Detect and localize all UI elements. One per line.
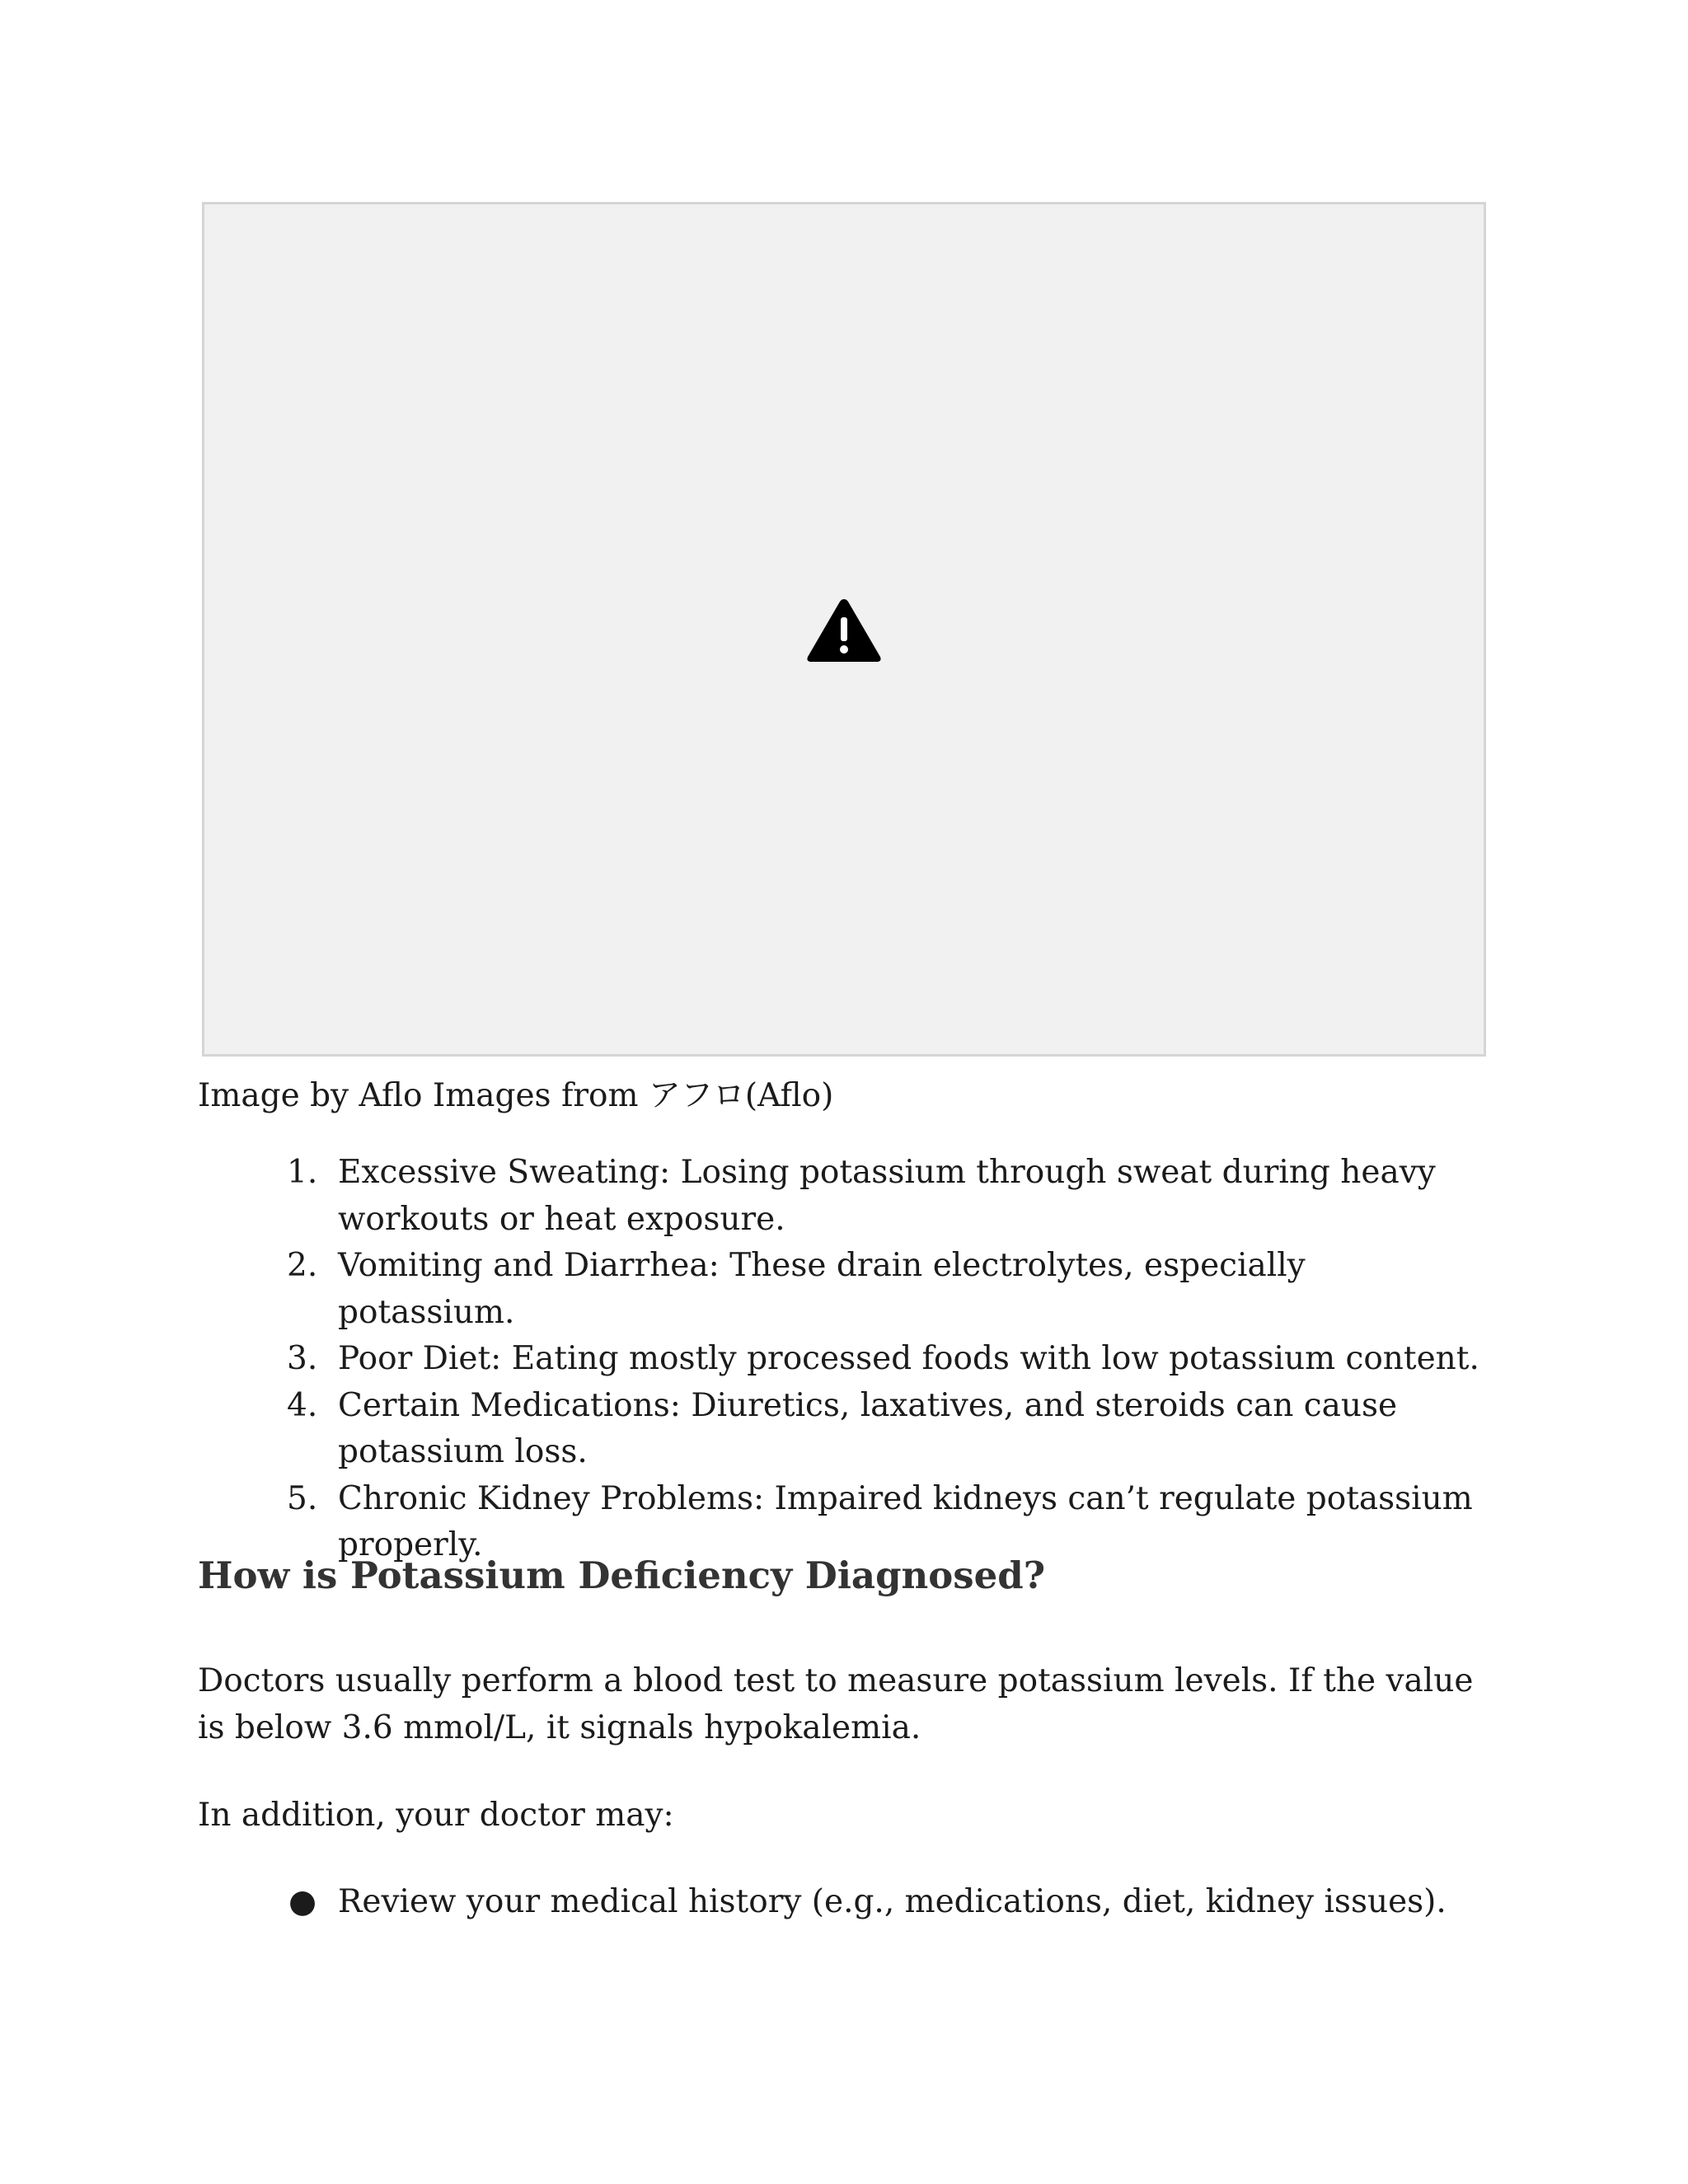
list-number: 5. xyxy=(287,1479,318,1517)
causes-list xyxy=(198,1150,1492,1569)
list-number: 4. xyxy=(287,1386,318,1424)
list-item xyxy=(198,1879,1492,1926)
list-item-text: Excessive Sweating: Losing potassium through sweat during heavy workouts or heat exposure. xyxy=(338,1154,1436,1238)
bullet-marker: ● xyxy=(288,1883,317,1920)
list-item xyxy=(198,1243,1492,1336)
list-item-text: Certain Medications: Diuretics, laxatives, and steroids can cause potassium loss. xyxy=(338,1386,1398,1470)
section-heading: How is Potassium Deficiency Diagnosed? xyxy=(198,1554,1046,1597)
list-item xyxy=(198,1336,1492,1383)
list-item-text: Chronic Kidney Problems: Impaired kidneys can’t regulate potassium properly. xyxy=(338,1479,1473,1563)
list-number: 2. xyxy=(287,1247,318,1284)
list-item-text: Vomiting and Diarrhea: These drain electrolytes, especially potassium. xyxy=(338,1247,1306,1331)
paragraph-in-addition: In addition, your doctor may: xyxy=(198,1797,674,1834)
list-number: 1. xyxy=(287,1154,318,1191)
list-item xyxy=(198,1150,1492,1243)
list-number: 3. xyxy=(287,1340,318,1377)
paragraph-blood-test: Doctors usually perform a blood test to measure potassium levels. If the value is below 3.6 mmol/L, it signals hypokalemia. xyxy=(198,1662,1474,1746)
image-caption: Image by Aflo Images from アフロ(Aflo) xyxy=(198,1077,834,1114)
doctor-actions-list xyxy=(198,1879,1492,1926)
list-item-text: Review your medical history (e.g., medications, diet, kidney issues). xyxy=(338,1883,1447,1920)
list-item-text: Poor Diet: Eating mostly processed foods with low potassium content. xyxy=(338,1340,1479,1377)
list-item xyxy=(198,1383,1492,1476)
warning-triangle-icon xyxy=(805,596,883,665)
